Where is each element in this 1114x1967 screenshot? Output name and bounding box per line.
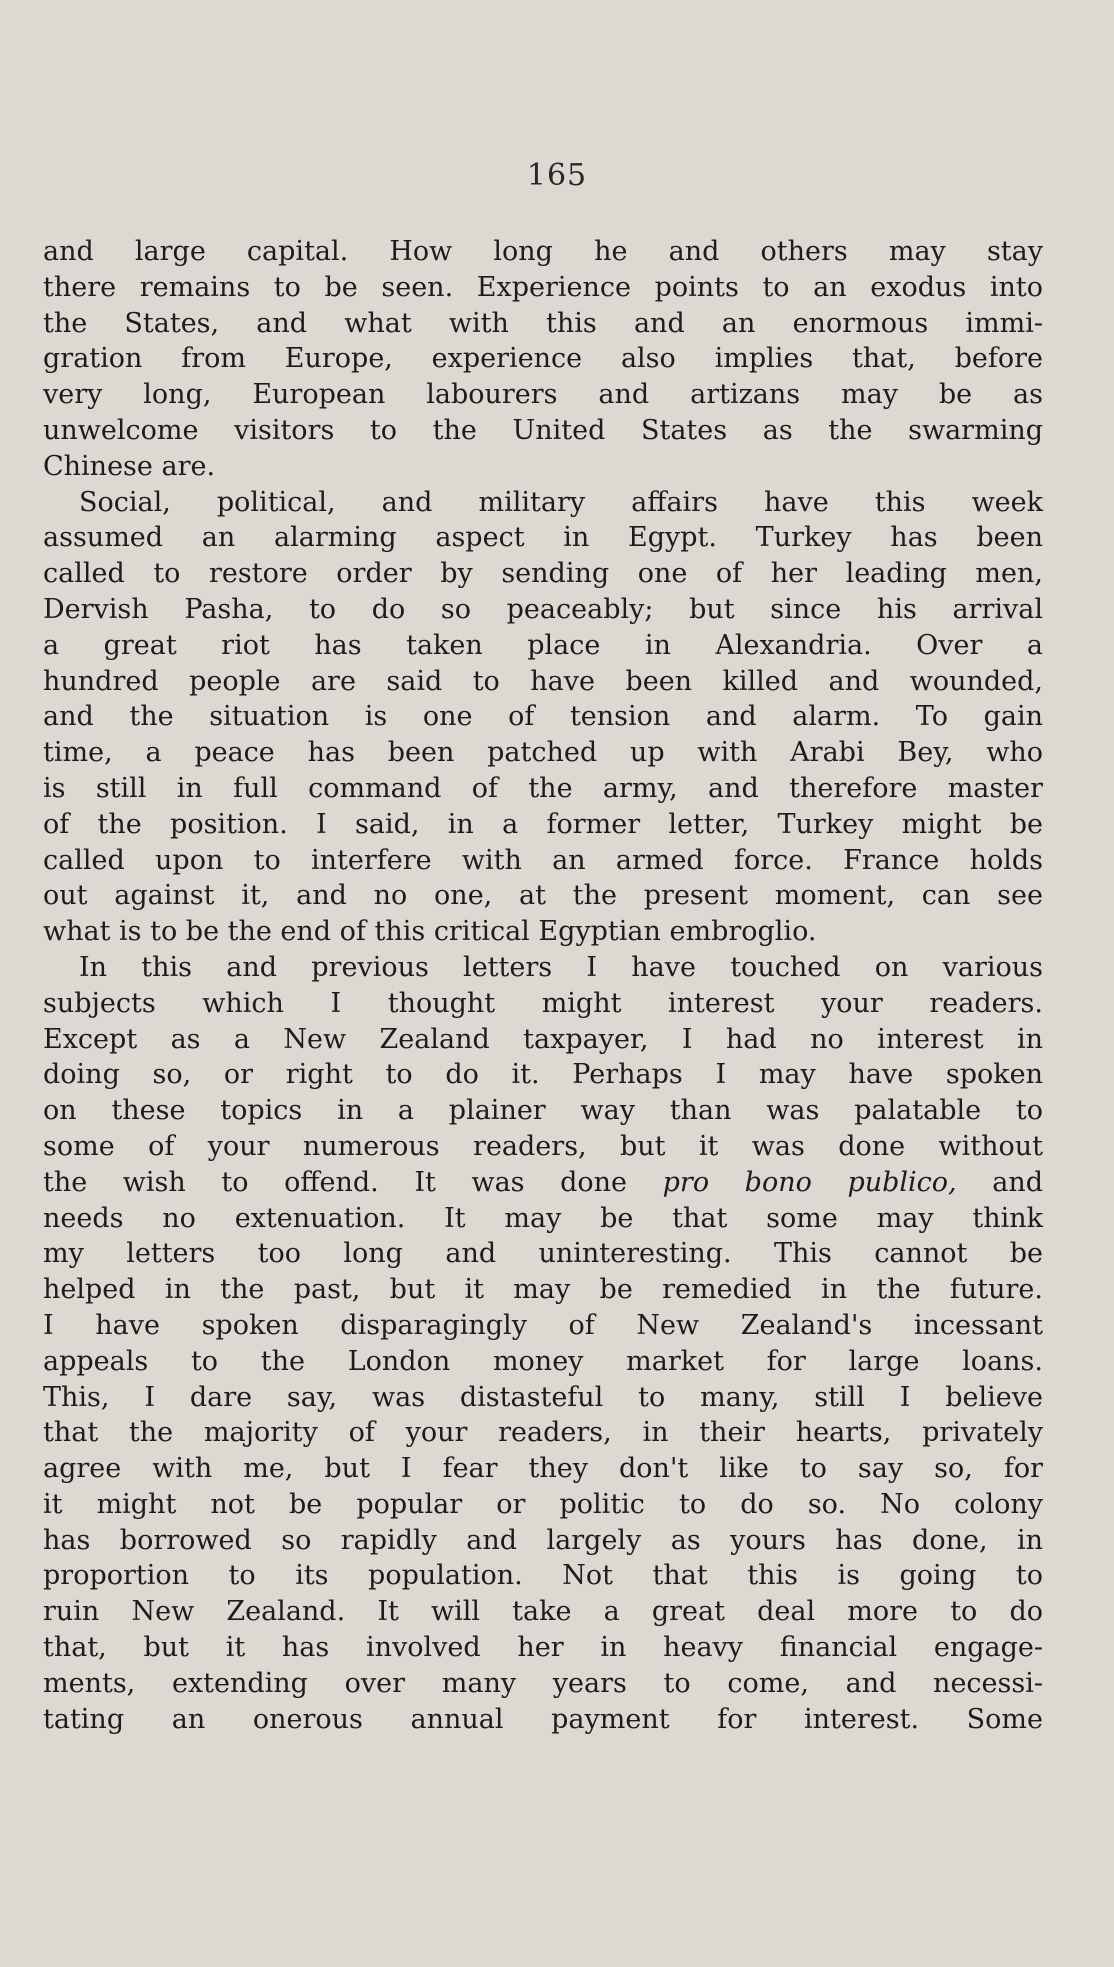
page-number: 165 xyxy=(526,158,588,193)
text-line xyxy=(43,1630,1043,1666)
text-segment: subjects which I thought might interest your readers. xyxy=(43,987,1043,1019)
text-segment: the wish to offend. It was done xyxy=(43,1166,663,1198)
text-line xyxy=(43,1201,1043,1237)
text-line xyxy=(43,234,1043,270)
text-segment: and large capital. How long he and others may stay xyxy=(43,236,1043,267)
text-line xyxy=(43,1308,1043,1344)
text-line xyxy=(43,878,1043,914)
text-line xyxy=(43,377,1043,413)
text-line xyxy=(43,1093,1043,1129)
text-segment: tating an onerous annual payment for interest. Some xyxy=(43,1703,1043,1735)
text-segment: proportion to its population. Not that this is going to xyxy=(43,1560,1043,1592)
text-segment: and xyxy=(956,1166,1043,1198)
text-line xyxy=(43,664,1043,700)
text-line xyxy=(43,306,1043,342)
text-segment: time, a peace has been patched up with Arabi Bey, who xyxy=(43,737,1043,769)
text-line xyxy=(43,1022,1043,1058)
text-line xyxy=(43,735,1043,771)
text-segment: called upon to interfere with an armed force. France holds xyxy=(43,844,1043,876)
text-line xyxy=(43,1666,1043,1702)
text-segment: very long, European labourers and artizans may be as xyxy=(43,379,1043,411)
text-segment: that, but it has involved her in heavy financial engage- xyxy=(43,1632,1043,1664)
text-segment: Chinese are. xyxy=(43,450,216,482)
text-line xyxy=(43,556,1043,592)
text-line xyxy=(43,699,1043,735)
text-segment: gration from Europe, experience also implies that, before xyxy=(43,343,1043,375)
text-line xyxy=(43,950,1043,986)
text-segment: appeals to the London money market for large loans. xyxy=(43,1345,1043,1377)
text-segment: that the majority of your readers, in their hearts, privately xyxy=(43,1417,1043,1449)
text-line xyxy=(43,449,1043,485)
text-segment: unwelcome visitors to the United States as the swarming xyxy=(43,414,1043,446)
text-segment: Except as a New Zealand taxpayer, I had no interest in xyxy=(43,1023,1043,1055)
text-segment: ments, extending over many years to come, and necessi- xyxy=(43,1667,1043,1699)
text-segment: doing so, or right to do it. Perhaps I may have spoken xyxy=(43,1059,1043,1091)
text-segment: agree with me, but I fear they don't like to say so, for xyxy=(43,1453,1043,1485)
text-segment: Dervish Pasha, to do so peaceably; but since his arrival xyxy=(43,593,1043,625)
text-line xyxy=(43,341,1043,377)
text-line xyxy=(43,1236,1043,1272)
text-line xyxy=(43,1451,1043,1487)
text-segment: Social, political, and military affairs have this week xyxy=(79,486,1043,518)
text-line xyxy=(43,986,1043,1022)
text-line xyxy=(43,628,1043,664)
text-segment: I have spoken disparagingly of New Zealand's incessant xyxy=(43,1309,1043,1341)
text-line xyxy=(43,1057,1043,1093)
text-segment: the States, and what with this and an enormous immi- xyxy=(43,307,1043,339)
text-line xyxy=(43,1594,1043,1630)
text-line xyxy=(43,592,1043,628)
text-line xyxy=(43,1344,1043,1380)
text-segment: there remains to be seen. Experience points to an exodus into xyxy=(43,271,1043,303)
text-line xyxy=(43,914,1043,950)
text-segment: a great riot has taken place in Alexandria. Over a xyxy=(43,629,1043,661)
text-line xyxy=(43,1558,1043,1594)
text-line xyxy=(43,270,1043,306)
text-segment: some of your numerous readers, but it was done without xyxy=(43,1130,1043,1162)
text-segment: hundred people are said to have been killed and wounded, xyxy=(43,665,1043,697)
text-segment: helped in the past, but it may be remedied in the future. xyxy=(43,1274,1043,1306)
text-line xyxy=(43,843,1043,879)
text-segment: it might not be popular or politic to do so. No colony xyxy=(43,1488,1043,1520)
text-line xyxy=(43,485,1043,521)
text-line xyxy=(43,807,1043,843)
text-line xyxy=(43,520,1043,556)
text-segment: on these topics in a plainer way than was palatable to xyxy=(43,1095,1043,1127)
text-segment: and the situation is one of tension and alarm. To gain xyxy=(43,701,1043,733)
text-line xyxy=(43,1129,1043,1165)
text-segment: ruin New Zealand. It will take a great deal more to do xyxy=(43,1596,1043,1628)
italic-phrase: pro bono publico, xyxy=(662,1166,957,1198)
text-line xyxy=(43,413,1043,449)
text-line xyxy=(43,1523,1043,1559)
text-line xyxy=(43,1165,1043,1201)
text-line xyxy=(43,771,1043,807)
text-segment: has borrowed so rapidly and largely as yours has done, in xyxy=(43,1524,1043,1556)
body-text xyxy=(43,234,1043,1737)
text-segment: of the position. I said, in a former letter, Turkey might be xyxy=(43,808,1043,840)
text-segment: my letters too long and uninteresting. This cannot be xyxy=(43,1238,1043,1270)
text-segment: assumed an alarming aspect in Egypt. Turkey has been xyxy=(43,522,1043,554)
text-segment: what is to be the end of this critical Egyptian embroglio. xyxy=(43,916,817,948)
text-line xyxy=(43,1487,1043,1523)
text-segment: needs no extenuation. It may be that some may think xyxy=(43,1202,1043,1234)
text-segment: In this and previous letters I have touched on various xyxy=(79,951,1043,983)
text-segment: called to restore order by sending one of her leading men, xyxy=(43,558,1043,590)
text-line xyxy=(43,1702,1043,1738)
text-line xyxy=(43,1272,1043,1308)
text-line xyxy=(43,1380,1043,1416)
text-segment: is still in full command of the army, and therefore master xyxy=(43,772,1043,804)
text-line xyxy=(43,1415,1043,1451)
text-segment: This, I dare say, was distasteful to many, still I believe xyxy=(43,1381,1043,1413)
text-segment: out against it, and no one, at the present moment, can see xyxy=(43,880,1043,912)
